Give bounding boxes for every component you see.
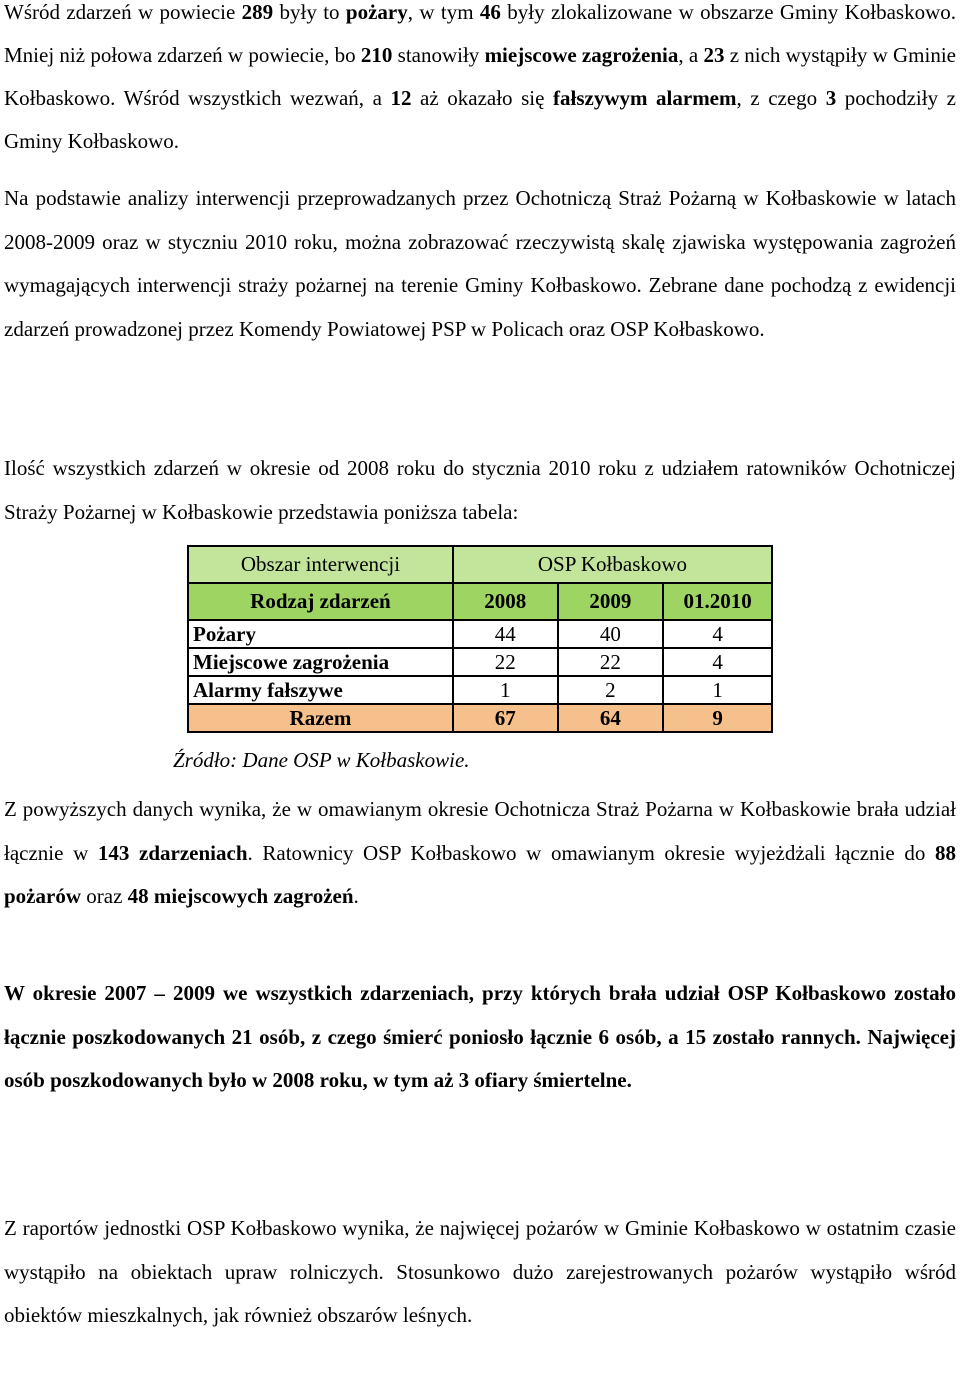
total-label: Razem <box>188 704 453 732</box>
row-value: 22 <box>453 648 558 676</box>
paragraph-analysis-intro: Na podstawie analizy interwencji przeprowadzanych przez Ochotniczą Straż Pożarną w Kołbaskowie w latach 2008-2009 oraz w styczniu 2010 roku, można zobrazować rzeczywistą skalę zjawiska występowania zagrożeń wymagających interwencji straży pożarnej na terenie Gminy Kołbaskowo. Zebrane dane pochodzą z ewidencji zdarzeń prowadzonej przez Komendy Powiatowej PSP w Policach oraz OSP Kołbaskowo. <box>4 186 956 341</box>
row-value: 22 <box>558 648 664 676</box>
header-year-cell: 2009 <box>558 583 664 620</box>
table-row <box>188 620 772 648</box>
table-header-row <box>188 546 772 583</box>
row-label: Miejscowe zagrożenia <box>188 648 453 676</box>
row-label: Pożary <box>188 620 453 648</box>
header-year-cell: 01.2010 <box>663 583 772 620</box>
paragraph-table-intro: Ilość wszystkich zdarzeń w okresie od 2008 roku do stycznia 2010 roku z udziałem ratowników Ochotniczej Straży Pożarnej w Kołbaskowie przedstawia poniższa tabela: <box>4 456 956 524</box>
row-value: 4 <box>663 648 772 676</box>
header-type-cell: Rodzaj zdarzeń <box>188 583 453 620</box>
row-value: 44 <box>453 620 558 648</box>
row-label: Alarmy fałszywe <box>188 676 453 704</box>
header-area-cell: Obszar interwencji <box>188 546 453 583</box>
table-subheader-row <box>188 583 772 620</box>
paragraph-casualties: W okresie 2007 – 2009 we wszystkich zdarzeniach, przy których brała udział OSP Kołbaskowo zostało łącznie poszkodowanych 21 osób, z czego śmierć poniosło łącznie 6 osób, a 15 zostało rannych. Najwięcej osób poszkodowanych było w 2008 roku, w tym aż 3 ofiary śmiertelne. <box>4 981 956 1092</box>
paragraph-summary: Z powyższych danych wynika, że w omawianym okresie Ochotnicza Straż Pożarna w Kołbaskowie brała udział łącznie w 143 zdarzeniach. Ratownicy OSP Kołbaskowo w omawianym okresie wyjeżdżali łącznie do 88 pożarów oraz 48 miejscowych zagrożeń. <box>4 797 956 908</box>
row-value: 1 <box>453 676 558 704</box>
row-value: 40 <box>558 620 664 648</box>
table-row <box>188 648 772 676</box>
incidents-table <box>187 545 773 733</box>
table-total-row <box>188 704 772 732</box>
paragraph-district-incidents: Wśród zdarzeń w powiecie 289 były to pożary, w tym 46 były zlokalizowane w obszarze Gminy Kołbaskowo. Mniej niż połowa zdarzeń w powiecie, bo 210 stanowiły miejscowe zagrożenia, a 23 z nich wystąpiły w Gminie Kołbaskowo. Wśród wszystkich wezwań, a 12 aż okazało się fałszywym alarmem, z czego 3 pochodziły z Gminy Kołbaskowo. <box>4 0 956 153</box>
total-value: 67 <box>453 704 558 732</box>
total-value: 64 <box>558 704 664 732</box>
row-value: 2 <box>558 676 664 704</box>
header-unit-cell: OSP Kołbaskowo <box>453 546 772 583</box>
table-row <box>188 676 772 704</box>
row-value: 1 <box>663 676 772 704</box>
total-value: 9 <box>663 704 772 732</box>
header-year-cell: 2008 <box>453 583 558 620</box>
table-source-note: Źródło: Dane OSP w Kołbaskowie. <box>173 748 470 772</box>
paragraph-reports: Z raportów jednostki OSP Kołbaskowo wynika, że najwięcej pożarów w Gminie Kołbaskowo w ostatnim czasie wystąpiło na obiektach upraw rolniczych. Stosunkowo dużo zarejestrowanych pożarów wystąpiło wśród obiektów mieszkalnych, jak również obszarów leśnych. <box>4 1216 956 1327</box>
row-value: 4 <box>663 620 772 648</box>
